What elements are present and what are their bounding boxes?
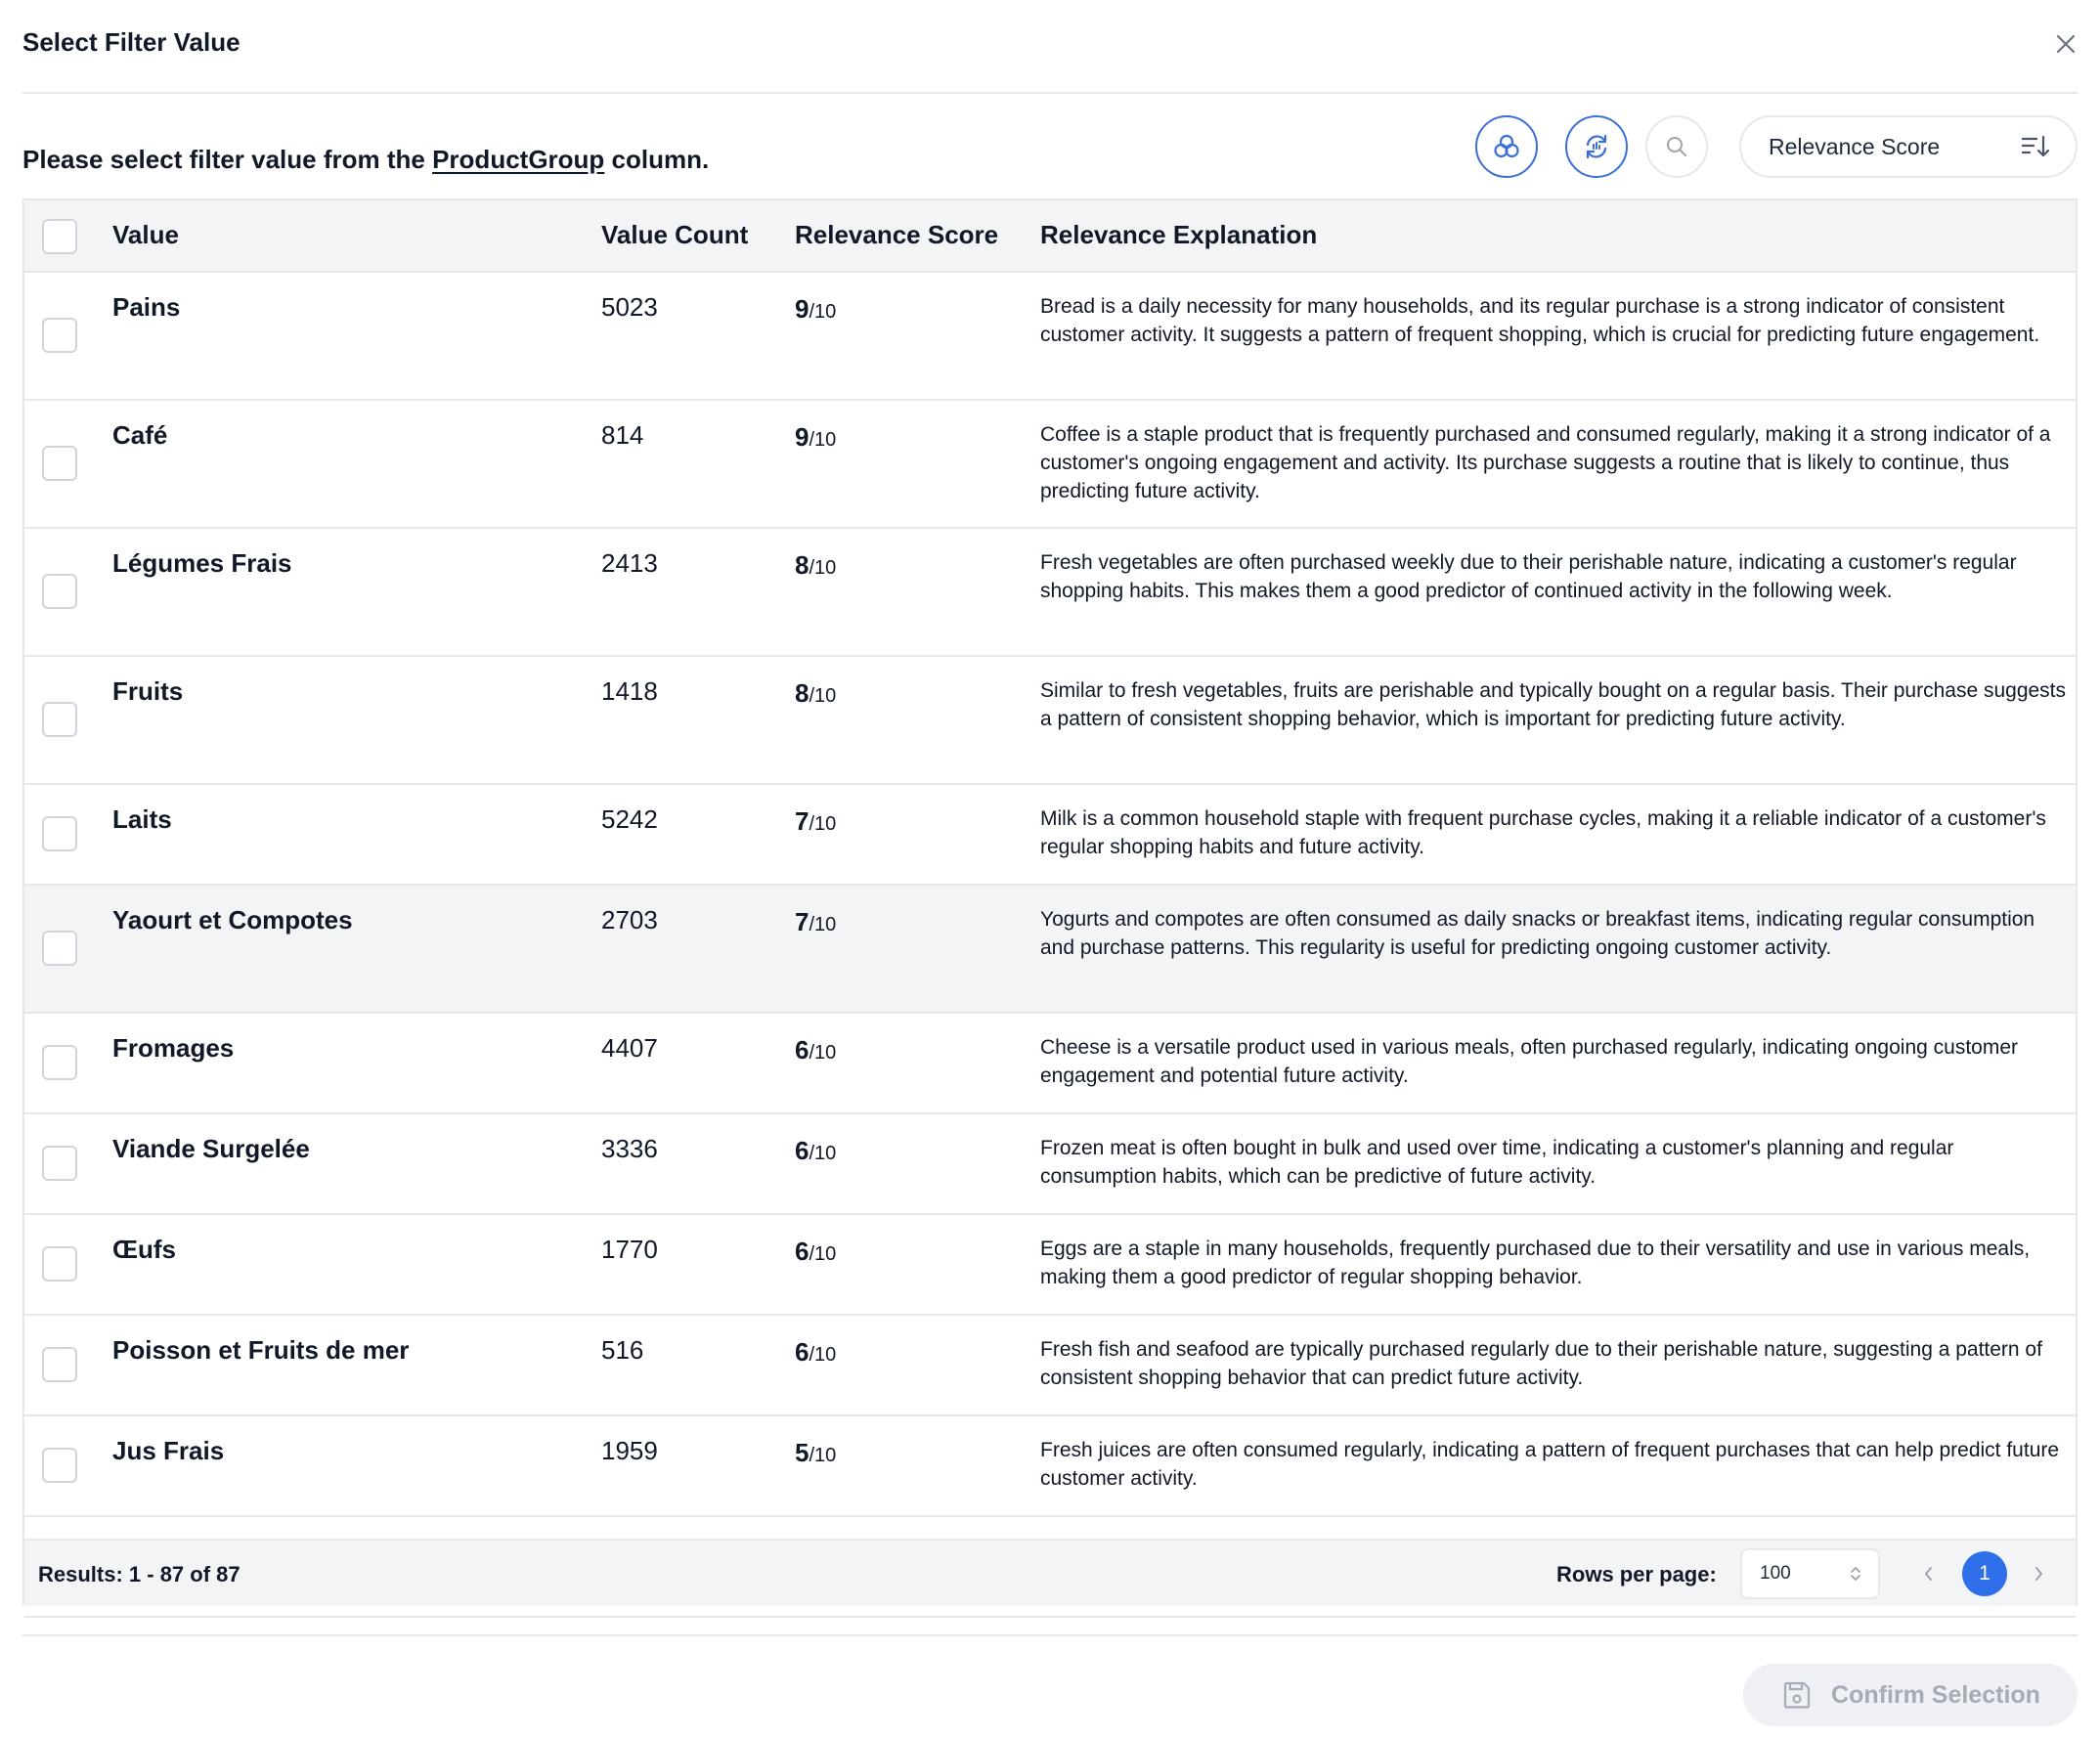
chevron-right-icon bbox=[2032, 1565, 2045, 1583]
column-header-value-count[interactable]: Value Count bbox=[601, 220, 749, 249]
cell-value: Café bbox=[112, 420, 168, 450]
sort-select[interactable] bbox=[1739, 115, 2078, 178]
confirm-selection-label: Confirm Selection bbox=[1831, 1680, 2040, 1709]
cell-relevance-explanation: Fresh vegetables are often purchased weekly due to their perishable nature, indicating a customer's regular shopping habits. This makes them a good predictor of continued activity in the following week. bbox=[1040, 551, 2017, 602]
values-table bbox=[22, 198, 2078, 1606]
score-number: 7 bbox=[795, 806, 809, 836]
row-checkbox[interactable] bbox=[42, 1448, 77, 1483]
score-number: 6 bbox=[795, 1237, 809, 1266]
score-number: 6 bbox=[795, 1337, 809, 1367]
cell-value: Laits bbox=[112, 804, 172, 834]
dialog-title: Select Filter Value bbox=[22, 27, 241, 57]
score-denominator: /10 bbox=[809, 813, 837, 835]
score-denominator: /10 bbox=[809, 1445, 837, 1466]
save-icon bbox=[1780, 1678, 1814, 1712]
cell-value: Fruits bbox=[112, 676, 184, 706]
row-checkbox[interactable] bbox=[42, 574, 77, 609]
table-row[interactable] bbox=[24, 785, 2076, 886]
instruction-prefix: Please select filter value from the bbox=[22, 145, 425, 174]
cell-relevance-score bbox=[795, 806, 836, 837]
footer-divider bbox=[22, 1634, 2078, 1636]
score-number: 8 bbox=[795, 678, 809, 708]
cell-value-count: 1770 bbox=[601, 1235, 658, 1264]
cell-value-count: 516 bbox=[601, 1335, 644, 1365]
table-row-highlighted[interactable] bbox=[24, 886, 2076, 1014]
column-header-relevance-score[interactable]: Relevance Score bbox=[795, 220, 999, 249]
score-denominator: /10 bbox=[809, 1344, 837, 1366]
cell-relevance-explanation: Bread is a daily necessity for many households, and its regular purchase is a strong indicator of consistent customer activity. It suggests a pattern of frequent shopping, which is crucial for predicting future engagement. bbox=[1040, 295, 2040, 346]
score-denominator: /10 bbox=[809, 685, 837, 707]
cell-value-count: 4407 bbox=[601, 1033, 658, 1063]
row-checkbox[interactable] bbox=[42, 1045, 77, 1080]
next-page-button[interactable] bbox=[2021, 1556, 2056, 1591]
search-icon bbox=[1664, 134, 1689, 159]
cell-relevance-score bbox=[795, 1035, 836, 1065]
column-name-link[interactable]: ProductGroup bbox=[432, 145, 605, 174]
cell-relevance-explanation: Milk is a common household staple with frequent purchase cycles, making it a reliable indicator of a customer's regular shopping habits and future activity. bbox=[1040, 807, 2046, 858]
cell-relevance-score bbox=[795, 907, 836, 937]
page-button-current[interactable]: 1 bbox=[1962, 1551, 2007, 1596]
table-row[interactable] bbox=[24, 1316, 2076, 1416]
score-denominator: /10 bbox=[809, 301, 837, 323]
score-number: 8 bbox=[795, 550, 809, 580]
column-header-value[interactable]: Value bbox=[112, 220, 179, 249]
groups-icon bbox=[1492, 132, 1521, 161]
cell-value: Jus Frais bbox=[112, 1436, 225, 1465]
cell-relevance-explanation: Coffee is a staple product that is frequently purchased and consumed regularly, making it a strong indicator of a customer's ongoing engagement and activity. Its purchase suggests a routine that is likely to continue, thus predicting future activity. bbox=[1040, 423, 2051, 502]
cell-relevance-explanation: Eggs are a staple in many households, frequently purchased due to their versatility and use in various meals, making them a good predictor of regular shopping behavior. bbox=[1040, 1238, 2031, 1288]
score-denominator: /10 bbox=[809, 1042, 837, 1064]
cell-relevance-score bbox=[795, 1136, 836, 1166]
cell-value: Fromages bbox=[112, 1033, 235, 1063]
cell-relevance-score bbox=[795, 1438, 836, 1468]
previous-page-button[interactable] bbox=[1911, 1556, 1947, 1591]
table-body bbox=[24, 273, 2076, 1539]
cell-relevance-score bbox=[795, 422, 836, 453]
row-checkbox[interactable] bbox=[42, 816, 77, 851]
table-footer bbox=[24, 1539, 2076, 1606]
cell-value-count: 814 bbox=[601, 420, 644, 450]
score-number: 6 bbox=[795, 1136, 809, 1165]
row-checkbox[interactable] bbox=[42, 931, 77, 966]
results-count: Results: 1 - 87 of 87 bbox=[38, 1562, 241, 1586]
cell-relevance-score bbox=[795, 550, 836, 581]
select-updown-icon bbox=[1849, 1564, 1862, 1584]
score-denominator: /10 bbox=[809, 914, 837, 935]
header-divider bbox=[22, 92, 2078, 94]
cell-value-count: 2703 bbox=[601, 905, 658, 934]
row-checkbox[interactable] bbox=[42, 446, 77, 481]
cell-value-count: 1418 bbox=[601, 676, 658, 706]
score-number: 9 bbox=[795, 422, 809, 452]
cell-value-count: 3336 bbox=[601, 1134, 658, 1163]
row-checkbox[interactable] bbox=[42, 702, 77, 737]
close-icon bbox=[2055, 33, 2077, 55]
score-denominator: /10 bbox=[809, 429, 837, 451]
score-number: 9 bbox=[795, 294, 809, 324]
cell-relevance-score bbox=[795, 294, 836, 325]
cell-value-count: 5242 bbox=[601, 804, 658, 834]
cell-relevance-explanation: Cheese is a versatile product used in various meals, often purchased regularly, indicating ongoing customer engagement and potential future activity. bbox=[1040, 1036, 2018, 1087]
instruction-suffix: column. bbox=[611, 145, 710, 174]
confirm-selection-button[interactable] bbox=[1743, 1664, 2078, 1726]
cell-relevance-explanation: Fresh fish and seafood are typically purchased regularly due to their perishable nature, suggesting a pattern of consistent shopping behavior that can predict future activity. bbox=[1040, 1338, 2042, 1389]
score-denominator: /10 bbox=[809, 557, 837, 579]
cell-relevance-explanation: Similar to fresh vegetables, fruits are perishable and typically bought on a regular basis. Their purchase suggests a pattern of consistent shopping behavior, which is important for predicting future activity. bbox=[1040, 679, 2067, 730]
row-checkbox[interactable] bbox=[42, 1347, 77, 1382]
table-row[interactable] bbox=[24, 1416, 2076, 1517]
table-row[interactable] bbox=[24, 657, 2076, 785]
sort-descending-icon bbox=[2021, 134, 2050, 159]
cell-value: Pains bbox=[112, 292, 181, 322]
cell-value: Œufs bbox=[112, 1235, 176, 1264]
cell-value: Légumes Frais bbox=[112, 548, 292, 578]
cell-value-count: 1959 bbox=[601, 1436, 658, 1465]
score-number: 7 bbox=[795, 907, 809, 936]
score-number: 5 bbox=[795, 1438, 809, 1467]
refresh-icon bbox=[1582, 132, 1611, 161]
cell-relevance-score bbox=[795, 1237, 836, 1267]
chevron-left-icon bbox=[1922, 1565, 1936, 1583]
cell-relevance-score bbox=[795, 1337, 836, 1368]
column-header-relevance-explanation[interactable]: Relevance Explanation bbox=[1040, 220, 1318, 249]
score-denominator: /10 bbox=[809, 1143, 837, 1164]
rows-per-page-value: 100 bbox=[1760, 1563, 1791, 1584]
score-denominator: /10 bbox=[809, 1243, 837, 1265]
cell-value: Poisson et Fruits de mer bbox=[112, 1335, 410, 1365]
cell-value-count: 5023 bbox=[601, 292, 658, 322]
sort-label: Relevance Score bbox=[1769, 133, 1941, 159]
cell-relevance-score bbox=[795, 678, 836, 709]
row-checkbox[interactable] bbox=[42, 1246, 77, 1282]
table-row[interactable] bbox=[24, 401, 2076, 529]
table-row[interactable] bbox=[24, 273, 2076, 401]
row-checkbox[interactable] bbox=[42, 318, 77, 353]
score-number: 6 bbox=[795, 1035, 809, 1065]
search-button[interactable] bbox=[1645, 115, 1708, 178]
cell-relevance-explanation: Yogurts and compotes are often consumed as daily snacks or breakfast items, indicating regular consumption and purchase patterns. This regularity is useful for predicting ongoing customer activity. bbox=[1040, 908, 2035, 959]
table-row[interactable] bbox=[24, 1215, 2076, 1316]
cell-value: Yaourt et Compotes bbox=[112, 905, 353, 934]
rows-per-page-select[interactable] bbox=[1740, 1548, 1880, 1599]
row-checkbox[interactable] bbox=[42, 1146, 77, 1181]
close-button[interactable] bbox=[2051, 29, 2080, 59]
refresh-button[interactable] bbox=[1565, 115, 1628, 178]
cell-relevance-explanation: Frozen meat is often bought in bulk and used over time, indicating a customer's planning and regular consumption habits, which can be predictive of future activity. bbox=[1040, 1137, 1954, 1188]
table-header bbox=[24, 198, 2076, 273]
select-all-checkbox[interactable] bbox=[42, 219, 77, 254]
cell-value-count: 2413 bbox=[601, 548, 658, 578]
table-row[interactable] bbox=[24, 529, 2076, 657]
cell-value: Viande Surgelée bbox=[112, 1134, 310, 1163]
rows-per-page-label: Rows per page: bbox=[1556, 1562, 1717, 1586]
instruction-text bbox=[22, 145, 709, 175]
table-row[interactable] bbox=[24, 1014, 2076, 1114]
group-values-button[interactable] bbox=[1475, 115, 1538, 178]
table-row[interactable] bbox=[24, 1114, 2076, 1215]
cell-relevance-explanation: Fresh juices are often consumed regularly, indicating a pattern of frequent purchases that can help predict future customer activity. bbox=[1040, 1439, 2060, 1490]
